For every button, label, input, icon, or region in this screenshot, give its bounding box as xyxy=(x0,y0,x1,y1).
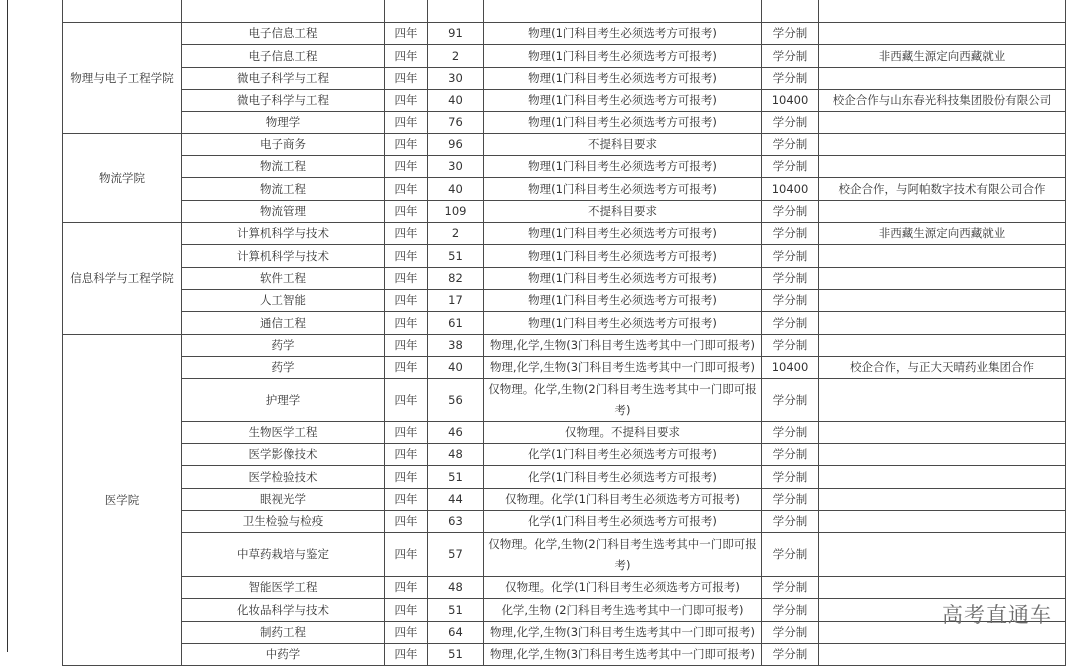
quota-cell: 2 xyxy=(428,223,484,245)
major-cell: 软件工程 xyxy=(182,268,385,290)
major-cell: 中药学 xyxy=(182,644,385,666)
tuition-cell: 学分制 xyxy=(762,268,819,290)
duration-cell: 四年 xyxy=(385,245,428,268)
duration-cell: 四年 xyxy=(385,622,428,644)
table-row xyxy=(63,245,1066,268)
tuition-cell: 学分制 xyxy=(762,68,819,90)
duration-cell: 四年 xyxy=(385,312,428,335)
tuition-cell: 学分制 xyxy=(762,223,819,245)
subject-requirement-cell: 物理(1门科目考生必须选考方可报考) xyxy=(484,156,762,178)
subject-requirement-cell: 不提科目要求 xyxy=(484,201,762,223)
remark-cell xyxy=(819,268,1066,290)
quota-cell: 109 xyxy=(428,201,484,223)
remark-cell xyxy=(819,489,1066,511)
table-row xyxy=(63,577,1066,599)
remark-cell: 校企合作与山东春光科技集团股份有限公司 xyxy=(819,90,1066,112)
watermark-text: 高考直通车 xyxy=(942,603,1052,627)
major-cell: 药学 xyxy=(182,357,385,379)
major-cell: 医学影像技术 xyxy=(182,444,385,466)
subject-requirement-cell: 物理(1门科目考生必须选考方可报考) xyxy=(484,178,762,201)
subject-requirement-cell: 物理(1门科目考生必须选考方可报考) xyxy=(484,45,762,68)
table-row xyxy=(63,357,1066,379)
duration-cell: 四年 xyxy=(385,68,428,90)
duration-cell: 四年 xyxy=(385,23,428,45)
major-cell: 电子信息工程 xyxy=(182,23,385,45)
remark-cell xyxy=(819,201,1066,223)
remark-cell xyxy=(819,577,1066,599)
tuition-cell: 学分制 xyxy=(762,23,819,45)
major-cell: 制药工程 xyxy=(182,622,385,644)
table-row xyxy=(63,644,1066,666)
quota-cell: 48 xyxy=(428,577,484,599)
tuition-cell: 学分制 xyxy=(762,622,819,644)
subject-requirement-cell: 仅物理。化学(1门科目考生必须选考方可报考) xyxy=(484,577,762,599)
table-row xyxy=(63,134,1066,156)
major-cell: 智能医学工程 xyxy=(182,577,385,599)
subject-requirement-cell: 物理(1门科目考生必须选考方可报考) xyxy=(484,312,762,335)
duration-cell: 四年 xyxy=(385,511,428,533)
remark-cell xyxy=(819,533,1066,577)
table-row xyxy=(63,312,1066,335)
remark-cell xyxy=(819,245,1066,268)
major-cell: 物流管理 xyxy=(182,201,385,223)
quota-cell: 96 xyxy=(428,134,484,156)
subject-requirement-cell: 物理(1门科目考生必须选考方可报考) xyxy=(484,112,762,134)
quota-cell: 51 xyxy=(428,466,484,489)
subject-requirement-cell: 物理,化学,生物(3门科目考生选考其中一门即可报考) xyxy=(484,357,762,379)
subject-requirement-cell: 化学(1门科目考生必须选考方可报考) xyxy=(484,444,762,466)
subject-requirement-cell: 物理(1门科目考生必须选考方可报考) xyxy=(484,23,762,45)
college-cell xyxy=(63,0,182,23)
table-row xyxy=(63,444,1066,466)
duration-cell: 四年 xyxy=(385,290,428,312)
table-row xyxy=(63,201,1066,223)
tuition-cell: 学分制 xyxy=(762,577,819,599)
subject-requirement-cell: 物理,化学,生物(3门科目考生选考其中一门即可报考) xyxy=(484,335,762,357)
subject-requirement-cell: 物理,化学,生物(3门科目考生选考其中一门即可报考) xyxy=(484,644,762,666)
table-row xyxy=(63,489,1066,511)
quota-cell: 30 xyxy=(428,156,484,178)
table-row xyxy=(63,422,1066,444)
quota-cell: 38 xyxy=(428,335,484,357)
table-row xyxy=(63,178,1066,201)
duration-cell: 四年 xyxy=(385,357,428,379)
duration-cell: 四年 xyxy=(385,466,428,489)
table-row xyxy=(63,156,1066,178)
tuition-cell: 10400 xyxy=(762,178,819,201)
duration-cell: 四年 xyxy=(385,489,428,511)
table-row xyxy=(63,90,1066,112)
major-cell: 卫生检验与检疫 xyxy=(182,511,385,533)
duration-cell: 四年 xyxy=(385,268,428,290)
remark-cell xyxy=(819,156,1066,178)
quota-cell: 17 xyxy=(428,290,484,312)
college-cell: 医学院 xyxy=(63,335,182,666)
tuition-cell: 学分制 xyxy=(762,134,819,156)
subject-requirement-cell: 物理(1门科目考生必须选考方可报考) xyxy=(484,90,762,112)
quota-cell: 51 xyxy=(428,644,484,666)
duration-cell: 四年 xyxy=(385,335,428,357)
tuition-cell: 学分制 xyxy=(762,379,819,422)
quota-cell: 30 xyxy=(428,68,484,90)
table-row xyxy=(63,335,1066,357)
table-row xyxy=(63,45,1066,68)
major-cell: 通信工程 xyxy=(182,312,385,335)
tuition-cell: 学分制 xyxy=(762,156,819,178)
quota-cell: 82 xyxy=(428,268,484,290)
remark-cell xyxy=(819,134,1066,156)
tuition-cell: 学分制 xyxy=(762,644,819,666)
duration-cell: 四年 xyxy=(385,178,428,201)
major-cell xyxy=(182,0,385,23)
table-row xyxy=(63,533,1066,577)
table-row xyxy=(63,68,1066,90)
quota-cell: 56 xyxy=(428,379,484,422)
tuition-cell: 学分制 xyxy=(762,533,819,577)
subject-requirement-cell: 不提科目要求 xyxy=(484,134,762,156)
remark-cell: 校企合作，与阿帕数字技术有限公司合作 xyxy=(819,178,1066,201)
subject-requirement-cell: 物理(1门科目考生必须选考方可报考) xyxy=(484,268,762,290)
remark-cell xyxy=(819,379,1066,422)
tuition-cell: 学分制 xyxy=(762,335,819,357)
major-cell: 微电子科学与工程 xyxy=(182,68,385,90)
major-cell: 物理学 xyxy=(182,112,385,134)
major-cell: 计算机科学与技术 xyxy=(182,223,385,245)
major-cell: 电子信息工程 xyxy=(182,45,385,68)
table-row xyxy=(63,223,1066,245)
quota-cell: 63 xyxy=(428,511,484,533)
major-cell: 人工智能 xyxy=(182,290,385,312)
remark-cell xyxy=(819,112,1066,134)
table-row xyxy=(63,622,1066,644)
subject-requirement-cell: 化学(1门科目考生必须选考方可报考) xyxy=(484,511,762,533)
quota-cell: 57 xyxy=(428,533,484,577)
quota-cell: 40 xyxy=(428,178,484,201)
duration-cell: 四年 xyxy=(385,444,428,466)
quota-cell xyxy=(428,0,484,23)
subject-requirement-cell: 物理(1门科目考生必须选考方可报考) xyxy=(484,245,762,268)
table-row xyxy=(63,290,1066,312)
duration-cell: 四年 xyxy=(385,599,428,622)
remark-cell xyxy=(819,422,1066,444)
tuition-cell: 学分制 xyxy=(762,45,819,68)
subject-requirement-cell: 物理(1门科目考生必须选考方可报考) xyxy=(484,290,762,312)
quota-cell: 48 xyxy=(428,444,484,466)
quota-cell: 76 xyxy=(428,112,484,134)
tuition-cell: 10400 xyxy=(762,357,819,379)
subject-requirement-cell: 物理,化学,生物(3门科目考生选考其中一门即可报考) xyxy=(484,622,762,644)
remark-cell: 校企合作，与正大天晴药业集团合作 xyxy=(819,357,1066,379)
tuition-cell: 10400 xyxy=(762,90,819,112)
admission-plan-table xyxy=(62,0,1066,666)
table-row xyxy=(63,511,1066,533)
tuition-cell: 学分制 xyxy=(762,466,819,489)
page-left-border xyxy=(7,0,8,652)
major-cell: 化妆品科学与技术 xyxy=(182,599,385,622)
subject-requirement-cell: 物理(1门科目考生必须选考方可报考) xyxy=(484,68,762,90)
tuition-cell: 学分制 xyxy=(762,422,819,444)
quota-cell: 44 xyxy=(428,489,484,511)
major-cell: 中草药栽培与鉴定 xyxy=(182,533,385,577)
major-cell: 计算机科学与技术 xyxy=(182,245,385,268)
remark-cell xyxy=(819,68,1066,90)
table-row xyxy=(63,268,1066,290)
duration-cell: 四年 xyxy=(385,134,428,156)
tuition-cell: 学分制 xyxy=(762,444,819,466)
tuition-cell: 学分制 xyxy=(762,245,819,268)
table-row xyxy=(63,112,1066,134)
major-cell: 物流工程 xyxy=(182,156,385,178)
duration-cell: 四年 xyxy=(385,223,428,245)
duration-cell: 四年 xyxy=(385,422,428,444)
subject-requirement-cell: 仅物理。化学,生物(2门科目考生选考其中一门即可报考) xyxy=(484,533,762,577)
remark-cell xyxy=(819,23,1066,45)
table-row xyxy=(63,599,1066,622)
subject-requirement-cell xyxy=(484,0,762,23)
tuition-cell: 学分制 xyxy=(762,599,819,622)
tuition-cell xyxy=(762,0,819,23)
duration-cell: 四年 xyxy=(385,644,428,666)
duration-cell: 四年 xyxy=(385,577,428,599)
duration-cell: 四年 xyxy=(385,45,428,68)
quota-cell: 91 xyxy=(428,23,484,45)
tuition-cell: 学分制 xyxy=(762,511,819,533)
remark-cell xyxy=(819,312,1066,335)
quota-cell: 51 xyxy=(428,599,484,622)
tuition-cell: 学分制 xyxy=(762,489,819,511)
major-cell: 护理学 xyxy=(182,379,385,422)
quota-cell: 61 xyxy=(428,312,484,335)
major-cell: 药学 xyxy=(182,335,385,357)
duration-cell: 四年 xyxy=(385,112,428,134)
college-cell: 物理与电子工程学院 xyxy=(63,23,182,134)
tuition-cell: 学分制 xyxy=(762,290,819,312)
table-row xyxy=(63,0,1066,23)
duration-cell: 四年 xyxy=(385,533,428,577)
quota-cell: 64 xyxy=(428,622,484,644)
remark-cell xyxy=(819,335,1066,357)
remark-cell xyxy=(819,466,1066,489)
duration-cell xyxy=(385,0,428,23)
subject-requirement-cell: 物理(1门科目考生必须选考方可报考) xyxy=(484,223,762,245)
duration-cell: 四年 xyxy=(385,379,428,422)
major-cell: 医学检验技术 xyxy=(182,466,385,489)
subject-requirement-cell: 仅物理。化学,生物(2门科目考生选考其中一门即可报考) xyxy=(484,379,762,422)
subject-requirement-cell: 仅物理。化学(1门科目考生必须选考方可报考) xyxy=(484,489,762,511)
remark-cell xyxy=(819,290,1066,312)
remark-cell xyxy=(819,0,1066,23)
remark-cell xyxy=(819,511,1066,533)
major-cell: 生物医学工程 xyxy=(182,422,385,444)
quota-cell: 40 xyxy=(428,90,484,112)
quota-cell: 46 xyxy=(428,422,484,444)
table-row xyxy=(63,23,1066,45)
table-row xyxy=(63,466,1066,489)
major-cell: 微电子科学与工程 xyxy=(182,90,385,112)
remark-cell: 非西藏生源定向西藏就业 xyxy=(819,45,1066,68)
subject-requirement-cell: 化学,生物 (2门科目考生选考其中一门即可报考) xyxy=(484,599,762,622)
college-cell: 信息科学与工程学院 xyxy=(63,223,182,335)
tuition-cell: 学分制 xyxy=(762,201,819,223)
duration-cell: 四年 xyxy=(385,156,428,178)
table-row xyxy=(63,379,1066,422)
quota-cell: 40 xyxy=(428,357,484,379)
duration-cell: 四年 xyxy=(385,90,428,112)
quota-cell: 2 xyxy=(428,45,484,68)
college-cell: 物流学院 xyxy=(63,134,182,223)
remark-cell xyxy=(819,644,1066,666)
tuition-cell: 学分制 xyxy=(762,112,819,134)
quota-cell: 51 xyxy=(428,245,484,268)
duration-cell: 四年 xyxy=(385,201,428,223)
major-cell: 眼视光学 xyxy=(182,489,385,511)
subject-requirement-cell: 化学(1门科目考生必须选考方可报考) xyxy=(484,466,762,489)
major-cell: 物流工程 xyxy=(182,178,385,201)
major-cell: 电子商务 xyxy=(182,134,385,156)
remark-cell xyxy=(819,444,1066,466)
tuition-cell: 学分制 xyxy=(762,312,819,335)
remark-cell: 非西藏生源定向西藏就业 xyxy=(819,223,1066,245)
subject-requirement-cell: 仅物理。不提科目要求 xyxy=(484,422,762,444)
